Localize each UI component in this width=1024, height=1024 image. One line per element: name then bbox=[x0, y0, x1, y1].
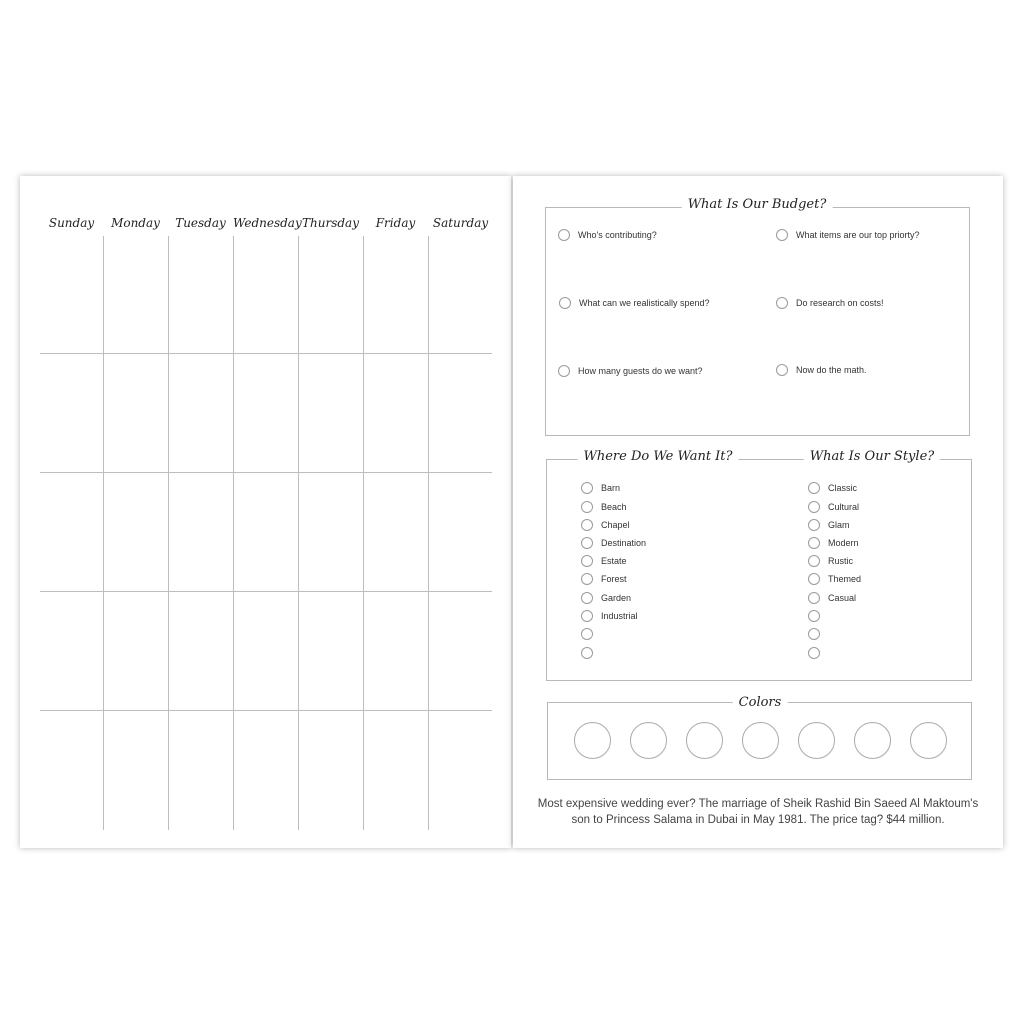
style-item[interactable]: Classic bbox=[808, 482, 857, 494]
checkbox-circle-icon[interactable] bbox=[581, 573, 593, 585]
style-title: What Is Our Style? bbox=[804, 449, 940, 464]
budget-item[interactable]: Who's contributing? bbox=[558, 229, 657, 241]
style-item[interactable]: Modern bbox=[808, 537, 859, 549]
calendar-column-divider bbox=[233, 236, 234, 830]
style-item[interactable]: Glam bbox=[808, 519, 850, 531]
checkbox-circle-icon[interactable] bbox=[808, 592, 820, 604]
checkbox-circle-icon[interactable] bbox=[808, 628, 820, 640]
checkbox-circle-icon[interactable] bbox=[776, 364, 788, 376]
location-item[interactable]: Garden bbox=[581, 592, 631, 604]
location-item-blank[interactable] bbox=[581, 647, 601, 659]
checkbox-circle-icon[interactable] bbox=[559, 297, 571, 309]
checkbox-circle-icon[interactable] bbox=[581, 555, 593, 567]
day-header-sunday: Sunday bbox=[48, 216, 95, 230]
color-swatch[interactable] bbox=[742, 722, 779, 759]
color-swatch[interactable] bbox=[630, 722, 667, 759]
checkbox-circle-icon[interactable] bbox=[581, 592, 593, 604]
checkbox-circle-icon[interactable] bbox=[581, 501, 593, 513]
style-item[interactable]: Rustic bbox=[808, 555, 853, 567]
checkbox-circle-icon[interactable] bbox=[808, 647, 820, 659]
location-item[interactable]: Beach bbox=[581, 501, 627, 513]
budget-item[interactable]: What items are our top priorty? bbox=[776, 229, 920, 241]
budget-item[interactable]: Do research on costs! bbox=[776, 297, 884, 309]
day-header-friday: Friday bbox=[375, 216, 416, 230]
checkbox-circle-icon[interactable] bbox=[581, 537, 593, 549]
color-swatch[interactable] bbox=[686, 722, 723, 759]
checkbox-circle-icon[interactable] bbox=[808, 610, 820, 622]
planning-page bbox=[513, 176, 1003, 848]
day-header-thursday: Thursday bbox=[302, 216, 359, 230]
location-item[interactable]: Estate bbox=[581, 555, 627, 567]
color-swatch[interactable] bbox=[798, 722, 835, 759]
checkbox-circle-icon[interactable] bbox=[776, 229, 788, 241]
calendar-column-divider bbox=[363, 236, 364, 830]
wedding-fact-line: son to Princess Salama in Dubai in May 1981. The price tag? $44 million. bbox=[571, 814, 945, 826]
checkbox-circle-icon[interactable] bbox=[808, 501, 820, 513]
location-item[interactable]: Industrial bbox=[581, 610, 638, 622]
color-swatch[interactable] bbox=[574, 722, 611, 759]
checkbox-circle-icon[interactable] bbox=[581, 610, 593, 622]
checkbox-circle-icon[interactable] bbox=[581, 628, 593, 640]
location-item[interactable]: Destination bbox=[581, 537, 646, 549]
budget-box bbox=[545, 207, 970, 436]
location-item-blank[interactable] bbox=[581, 628, 601, 640]
location-item[interactable]: Barn bbox=[581, 482, 620, 494]
style-item-blank[interactable] bbox=[808, 628, 828, 640]
calendar-column-divider bbox=[298, 236, 299, 830]
budget-item[interactable]: Now do the math. bbox=[776, 364, 867, 376]
checkbox-circle-icon[interactable] bbox=[808, 519, 820, 531]
checkbox-circle-icon[interactable] bbox=[581, 647, 593, 659]
budget-item[interactable]: What can we realistically spend? bbox=[559, 297, 710, 309]
style-item[interactable]: Themed bbox=[808, 573, 861, 585]
style-item[interactable]: Cultural bbox=[808, 501, 859, 513]
checkbox-circle-icon[interactable] bbox=[581, 519, 593, 531]
calendar-page bbox=[20, 176, 511, 848]
day-header-tuesday: Tuesday bbox=[175, 216, 226, 230]
calendar-row-divider bbox=[40, 591, 492, 592]
checkbox-circle-icon[interactable] bbox=[808, 537, 820, 549]
location-title: Where Do We Want It? bbox=[577, 449, 738, 464]
location-item[interactable]: Chapel bbox=[581, 519, 630, 531]
calendar-column-divider bbox=[103, 236, 104, 830]
day-header-saturday: Saturday bbox=[432, 216, 489, 230]
day-header-wednesday: Wednesday bbox=[233, 216, 302, 230]
budget-item[interactable]: How many guests do we want? bbox=[558, 365, 703, 377]
color-swatch[interactable] bbox=[854, 722, 891, 759]
checkbox-circle-icon[interactable] bbox=[808, 573, 820, 585]
budget-title: What Is Our Budget? bbox=[682, 197, 833, 212]
checkbox-circle-icon[interactable] bbox=[558, 365, 570, 377]
style-item-blank[interactable] bbox=[808, 647, 828, 659]
checkbox-circle-icon[interactable] bbox=[808, 555, 820, 567]
calendar-row-divider bbox=[40, 472, 492, 473]
wedding-fact-line: Most expensive wedding ever? The marriage of Sheik Rashid Bin Saeed Al Maktoum's bbox=[537, 798, 979, 810]
colors-title: Colors bbox=[733, 695, 788, 710]
calendar-row-divider bbox=[40, 353, 492, 354]
checkbox-circle-icon[interactable] bbox=[581, 482, 593, 494]
location-item[interactable]: Forest bbox=[581, 573, 627, 585]
checkbox-circle-icon[interactable] bbox=[776, 297, 788, 309]
calendar-column-divider bbox=[428, 236, 429, 830]
style-item[interactable]: Casual bbox=[808, 592, 856, 604]
style-item-blank[interactable] bbox=[808, 610, 828, 622]
checkbox-circle-icon[interactable] bbox=[558, 229, 570, 241]
wedding-fact bbox=[523, 796, 993, 828]
color-swatch[interactable] bbox=[910, 722, 947, 759]
calendar-row-divider bbox=[40, 710, 492, 711]
checkbox-circle-icon[interactable] bbox=[808, 482, 820, 494]
day-header-monday: Monday bbox=[111, 216, 160, 230]
calendar-column-divider bbox=[168, 236, 169, 830]
